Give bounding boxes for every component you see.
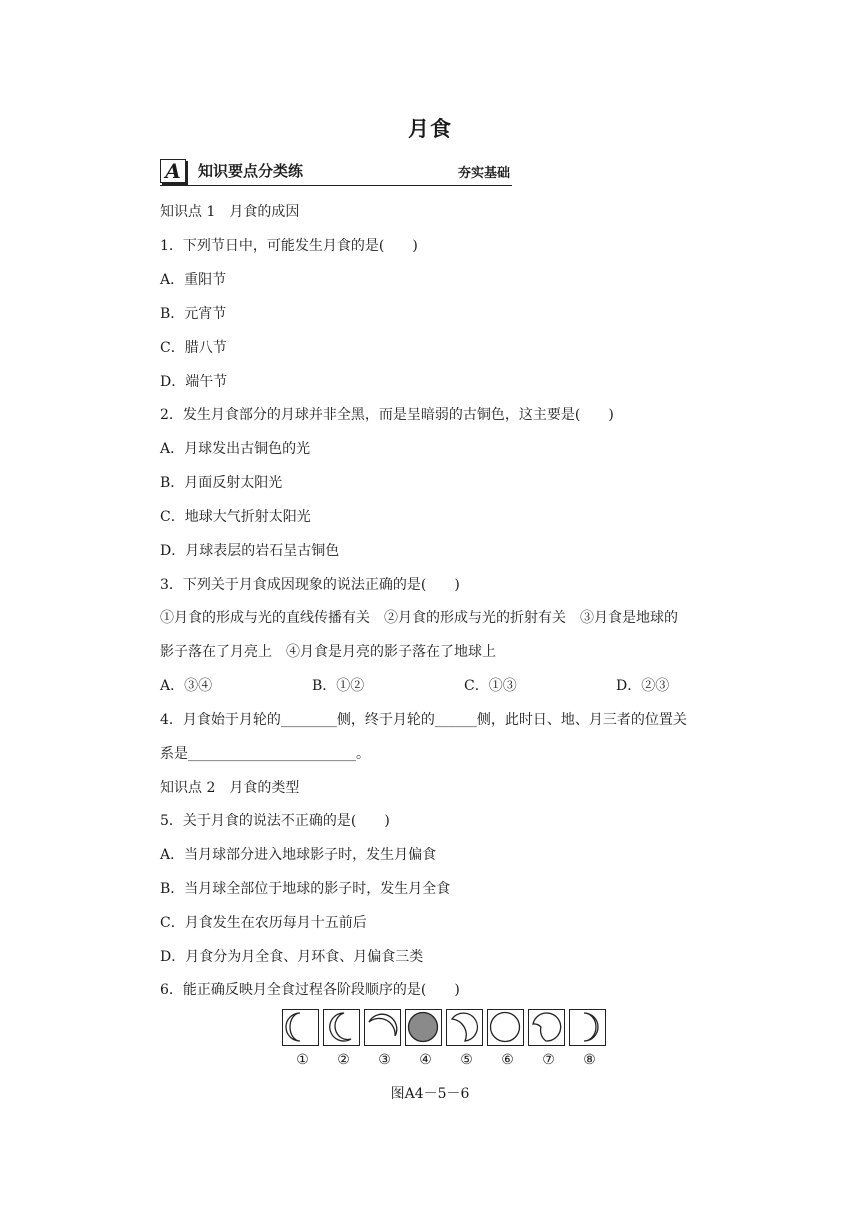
q3-option-a: A．③④: [160, 678, 213, 694]
q2-option-d: D．月球表层的岩石呈古铜色: [160, 543, 340, 559]
eclipse-phase-figure: [282, 1009, 610, 1068]
q3-statements-line1: ①月食的形成与光的直线传播有关 ②月食的形成与光的折射有关 ③月食是地球的: [160, 610, 678, 626]
q5-option-b: B．当月球全部位于地球的影子时，发生月全食: [160, 881, 451, 897]
section-heading-1: 知识点 1 月食的成因: [160, 204, 300, 220]
q1-option-c: C．腊八节: [160, 340, 227, 356]
phase-1-icon: [282, 1009, 319, 1046]
phase-6-icon: [487, 1009, 524, 1046]
phase-label: ①: [296, 1052, 309, 1068]
phase-8-icon: [569, 1009, 606, 1046]
question-4: 4．月食始于月轮的________侧，终于月轮的______侧，此时日、地、月三者的位置关: [160, 712, 687, 728]
phase-5-icon: [446, 1009, 483, 1046]
banner-subtitle: 夯实基础: [457, 166, 510, 181]
q3-options: [160, 676, 720, 696]
question-3: 3．下列关于月食成因现象的说法正确的是( ): [160, 577, 460, 593]
q3-option-b: B．①②: [312, 678, 365, 694]
phase-label: ②: [337, 1052, 350, 1068]
q1-option-a: A．重阳节: [160, 272, 227, 288]
phase-3-icon: [364, 1009, 401, 1046]
phase-2-icon: [323, 1009, 360, 1046]
question-4-cont: 系是________________________。: [160, 746, 370, 762]
q1-option-d: D．端午节: [160, 374, 228, 390]
phase-label: ⑥: [501, 1052, 514, 1068]
phase-label: ⑤: [460, 1052, 473, 1068]
q3-option-c: C．①③: [464, 678, 517, 694]
phase-label: ⑦: [542, 1052, 555, 1068]
q5-option-d: D．月食分为月全食、月环食、月偏食三类: [160, 949, 424, 965]
phase-4-icon: [405, 1009, 442, 1046]
q2-option-b: B．月面反射太阳光: [160, 475, 283, 491]
section-heading-2: 知识点 2 月食的类型: [160, 780, 300, 796]
phase-label: ⑧: [583, 1052, 596, 1068]
q5-option-c: C．月食发生在农历每月十五前后: [160, 915, 367, 931]
section-banner: [160, 159, 512, 186]
phase-7-icon: [528, 1009, 565, 1046]
q2-option-c: C．地球大气折射太阳光: [160, 509, 311, 525]
q1-option-b: B．元宵节: [160, 306, 227, 322]
q3-option-d: D．②③: [616, 678, 670, 694]
banner-badge: A: [160, 159, 186, 183]
question-1: 1．下列节日中，可能发生月食的是( ): [160, 238, 418, 254]
question-2: 2．发生月食部分的月球并非全黑，而是呈暗弱的古铜色，这主要是( ): [160, 407, 614, 423]
q5-option-a: A．当月球部分进入地球影子时，发生月偏食: [160, 847, 437, 863]
q2-option-a: A．月球发出古铜色的光: [160, 441, 311, 457]
phase-label: ③: [378, 1052, 391, 1068]
banner-title: 知识要点分类练: [198, 162, 304, 180]
q3-statements-line2: 影子落在了月亮上 ④月食是月亮的影子落在了地球上: [160, 644, 496, 660]
question-6: 6．能正确反映月全食过程各阶段顺序的是( ): [160, 982, 460, 998]
phase-labels: [282, 1052, 610, 1068]
figure-caption: 图A4－5－6: [390, 1086, 470, 1102]
question-5: 5．关于月食的说法不正确的是( ): [160, 813, 390, 829]
phase-label: ④: [419, 1052, 432, 1068]
page-title: 月食: [408, 117, 452, 141]
